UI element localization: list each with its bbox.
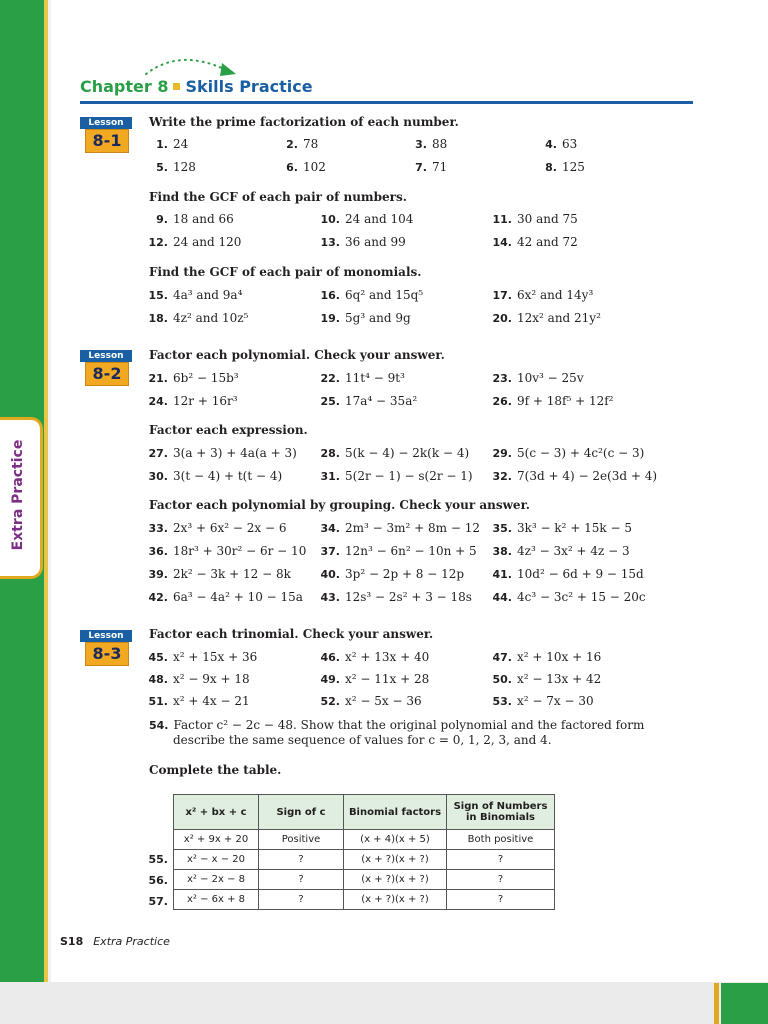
problem-text: Factor c² − 2c − 48. Show that the original polynomial and the factored form [173, 718, 645, 732]
problem [318, 694, 422, 708]
table-row [174, 830, 555, 850]
problem-number: 36. [148, 545, 168, 558]
table-header: Sign of c [259, 795, 344, 830]
problem-text: x² − 5x − 36 [345, 694, 422, 708]
left-white-stripe [48, 0, 51, 982]
problem-text: 5g³ and 9g [345, 311, 411, 325]
problem [490, 469, 657, 483]
problem [146, 694, 250, 708]
problem-text: 63 [562, 137, 578, 151]
lesson-number: 8-1 [85, 129, 129, 153]
lesson-label: Lesson [80, 350, 132, 362]
problem-number: 47. [492, 651, 512, 664]
problem [318, 469, 473, 483]
problem-number: 2. [286, 138, 298, 151]
problem-54-line1 [149, 718, 644, 733]
problem [490, 288, 593, 302]
problem [490, 694, 594, 708]
problem [318, 521, 480, 535]
problem-text: 24 and 104 [345, 212, 414, 226]
table-cell: x² − 6x + 8 [174, 890, 259, 910]
problem-number: 20. [492, 312, 512, 325]
problem-text: 18r³ + 30r² − 6r − 10 [173, 544, 307, 558]
problem [146, 212, 234, 226]
problem [146, 590, 303, 604]
problem-number: 13. [320, 236, 340, 249]
problem [490, 544, 630, 558]
problem [318, 311, 411, 325]
problem-text: 125 [562, 160, 585, 174]
problem-text: 12x² and 21y² [517, 311, 601, 325]
problem-number: 7. [415, 161, 427, 174]
problem-number: 28. [320, 447, 340, 460]
problem-text: 4z³ − 3x² + 4z − 3 [517, 544, 630, 558]
problem [318, 672, 429, 686]
problem-number: 22. [320, 372, 340, 385]
table-row [174, 850, 555, 870]
problem [146, 544, 306, 558]
problem [490, 650, 601, 664]
problem-text: 2k² − 3k + 12 − 8k [173, 567, 291, 581]
problem-number: 32. [492, 470, 512, 483]
table-header: x² + bx + c [174, 795, 259, 830]
problem-text: x² + 15x + 36 [173, 650, 258, 664]
problem [490, 371, 584, 385]
problem [490, 446, 644, 460]
title-rule [80, 101, 693, 104]
table-cell: ? [447, 890, 555, 910]
problem [276, 137, 318, 151]
instruction: Find the GCF of each pair of numbers. [149, 190, 407, 204]
problem [490, 521, 632, 535]
table-row-number: 55. [148, 853, 168, 866]
lesson-label: Lesson [80, 630, 132, 642]
problem-text: 5(c − 3) + 4c²(c − 3) [517, 446, 645, 460]
table-cell: (x + ?)(x + ?) [344, 850, 447, 870]
problem-number: 8. [545, 161, 557, 174]
problem-54-line2: describe the same sequence of values for c = 0, 1, 2, 3, and 4. [173, 733, 552, 747]
problem-number: 26. [492, 395, 512, 408]
problem-number: 24. [148, 395, 168, 408]
problem-54 [149, 718, 644, 748]
problem [490, 672, 601, 686]
problem-text: 3k³ − k² + 15k − 5 [517, 521, 633, 535]
problem-text: 71 [432, 160, 448, 174]
table-cell: ? [447, 850, 555, 870]
problem-number: 51. [148, 695, 168, 708]
problem-text: x² − 11x + 28 [345, 672, 430, 686]
problem [146, 235, 241, 249]
problem-number: 48. [148, 673, 168, 686]
lesson-label: Lesson [80, 117, 132, 129]
problem-number: 49. [320, 673, 340, 686]
table-cell: x² − 2x − 8 [174, 870, 259, 890]
problem [146, 650, 257, 664]
problem-text: 24 [173, 137, 189, 151]
problem [146, 394, 238, 408]
problem [318, 235, 406, 249]
problem-number: 39. [148, 568, 168, 581]
side-tab-label: Extra Practice [10, 439, 26, 551]
problem [318, 567, 464, 581]
problem-text: x² + 13x + 40 [345, 650, 430, 664]
problem [535, 160, 585, 174]
problem-text: 6q² and 15q⁵ [345, 288, 424, 302]
page-number: S18 [60, 935, 84, 948]
instruction: Write the prime factorization of each number. [149, 115, 459, 129]
table-cell: ? [259, 850, 344, 870]
problem [490, 311, 601, 325]
problem-text: x² − 7x − 30 [517, 694, 594, 708]
problem-text: 4c³ − 3c² + 15 − 20c [517, 590, 646, 604]
problem-number: 27. [148, 447, 168, 460]
problem-text: 2x³ + 6x² − 2x − 6 [173, 521, 287, 535]
table-cell: (x + ?)(x + ?) [344, 890, 447, 910]
problem-text: 6a³ − 4a² + 10 − 15a [173, 590, 303, 604]
problem-text: 9f + 18f⁵ + 12f² [517, 394, 614, 408]
problem-number: 35. [492, 522, 512, 535]
lesson-number: 8-3 [85, 642, 129, 666]
problem-number: 43. [320, 591, 340, 604]
problem-number: 23. [492, 372, 512, 385]
problem-number: 29. [492, 447, 512, 460]
problem-text: 12n³ − 6n² − 10n + 5 [345, 544, 477, 558]
problem [146, 446, 297, 460]
problem-number: 54. [149, 719, 169, 732]
problem-number: 45. [148, 651, 168, 664]
problem-number: 19. [320, 312, 340, 325]
problem-number: 14. [492, 236, 512, 249]
problem-number: 5. [156, 161, 168, 174]
problem [318, 544, 477, 558]
problem-text: 12s³ − 2s² + 3 − 18s [345, 590, 472, 604]
problem-text: 6x² and 14y³ [517, 288, 594, 302]
problem-text: 7(3d + 4) − 2e(3d + 4) [517, 469, 658, 483]
table-row-number: 57. [148, 895, 168, 908]
problem-text: 24 and 120 [173, 235, 242, 249]
problem-number: 41. [492, 568, 512, 581]
table-header: Sign of Numbers in Binomials [447, 795, 555, 830]
problem-number: 6. [286, 161, 298, 174]
section-name: Skills Practice [185, 77, 313, 96]
problem-number: 33. [148, 522, 168, 535]
lesson-badge-8-3 [80, 630, 132, 666]
problem [318, 446, 469, 460]
problem-text: 78 [303, 137, 319, 151]
problem-number: 15. [148, 289, 168, 302]
problem-number: 30. [148, 470, 168, 483]
problem-number: 40. [320, 568, 340, 581]
problem [146, 469, 282, 483]
problem-number: 21. [148, 372, 168, 385]
problem-number: 31. [320, 470, 340, 483]
table-row-number: 56. [148, 874, 168, 887]
problem-text: 17a⁴ − 35a² [345, 394, 418, 408]
problem [146, 137, 188, 151]
problem-text: 102 [303, 160, 326, 174]
problem-number: 18. [148, 312, 168, 325]
problem-number: 50. [492, 673, 512, 686]
problem-number: 1. [156, 138, 168, 151]
problem [318, 590, 472, 604]
problem [405, 160, 447, 174]
problem-text: 18 and 66 [173, 212, 234, 226]
problem [490, 394, 614, 408]
problem [490, 212, 578, 226]
corner-green-block [721, 983, 768, 1024]
problem-number: 42. [148, 591, 168, 604]
problem-text: 3(t − 4) + t(t − 4) [173, 469, 283, 483]
problem-text: x² − 13x + 42 [517, 672, 602, 686]
problem-text: 10d² − 6d + 9 − 15d [517, 567, 644, 581]
problem-number: 52. [320, 695, 340, 708]
problem-number: 17. [492, 289, 512, 302]
instruction: Factor each polynomial. Check your answer. [149, 348, 445, 362]
lesson-badge-8-2 [80, 350, 132, 386]
problem [318, 650, 429, 664]
table-cell: x² + 9x + 20 [174, 830, 259, 850]
problem-number: 9. [156, 213, 168, 226]
title-separator [173, 83, 180, 90]
table-cell: (x + 4)(x + 5) [344, 830, 447, 850]
problem-number: 34. [320, 522, 340, 535]
problem-text: 3(a + 3) + 4a(a + 3) [173, 446, 297, 460]
instruction: Factor each trinomial. Check your answer. [149, 627, 434, 641]
lesson-badge-8-1 [80, 117, 132, 153]
table-cell: (x + ?)(x + ?) [344, 870, 447, 890]
lesson-number: 8-2 [85, 362, 129, 386]
problem [318, 371, 405, 385]
problem-text: 88 [432, 137, 448, 151]
problem [276, 160, 326, 174]
problem-text: x² + 10x + 16 [517, 650, 602, 664]
problem-text: x² − 9x + 18 [173, 672, 250, 686]
problem-text: 36 and 99 [345, 235, 406, 249]
problem-text: 2m³ − 3m² + 8m − 12 [345, 521, 480, 535]
table-cell: ? [259, 890, 344, 910]
problem [146, 311, 248, 325]
table-row [174, 870, 555, 890]
problem [146, 567, 291, 581]
problem-text: 30 and 75 [517, 212, 578, 226]
problem [146, 521, 287, 535]
table-cell: x² − x − 20 [174, 850, 259, 870]
problem-text: 42 and 72 [517, 235, 578, 249]
problem-number: 46. [320, 651, 340, 664]
problem-number: 53. [492, 695, 512, 708]
problem [318, 288, 423, 302]
problem-text: 4z² and 10z⁵ [173, 311, 249, 325]
table-header: Binomial factors [344, 795, 447, 830]
chapter-title [80, 77, 313, 96]
problem-text: 4a³ and 9a⁴ [173, 288, 243, 302]
problem-number: 11. [492, 213, 512, 226]
problem-number: 4. [545, 138, 557, 151]
problem [490, 567, 644, 581]
instruction: Complete the table. [149, 763, 282, 777]
problem-text: 10v³ − 25v [517, 371, 584, 385]
problem-text: 5(2r − 1) − s(2r − 1) [345, 469, 473, 483]
problem-text: 128 [173, 160, 196, 174]
table-header-row [174, 795, 555, 830]
corner-gold-stripe [714, 983, 719, 1024]
page-footer [60, 935, 170, 948]
instruction: Factor each expression. [149, 423, 308, 437]
problem-number: 37. [320, 545, 340, 558]
table-cell: ? [447, 870, 555, 890]
problem [490, 590, 646, 604]
problem-text: 12r + 16r³ [173, 394, 238, 408]
problem-number: 10. [320, 213, 340, 226]
problem [318, 212, 413, 226]
problem-text: 3p² − 2p + 8 − 12p [345, 567, 465, 581]
problem [146, 371, 239, 385]
table-cell: Both positive [447, 830, 555, 850]
instruction: Find the GCF of each pair of monomials. [149, 265, 422, 279]
problem-text: 11t⁴ − 9t³ [345, 371, 405, 385]
problem-text: 5(k − 4) − 2k(k − 4) [345, 446, 470, 460]
problem [146, 160, 196, 174]
problem-number: 16. [320, 289, 340, 302]
problem-text: 6b² − 15b³ [173, 371, 239, 385]
table-row [174, 890, 555, 910]
problem-number: 44. [492, 591, 512, 604]
chapter-number: Chapter 8 [80, 77, 169, 96]
page-bottom-margin [0, 982, 768, 1024]
problem-text: x² + 4x − 21 [173, 694, 250, 708]
problem-number: 38. [492, 545, 512, 558]
footer-title: Extra Practice [93, 935, 170, 948]
problem-number: 12. [148, 236, 168, 249]
problem-number: 25. [320, 395, 340, 408]
problem [318, 394, 417, 408]
problem [490, 235, 578, 249]
table-cell: ? [259, 870, 344, 890]
problem-number: 3. [415, 138, 427, 151]
problem [535, 137, 577, 151]
instruction: Factor each polynomial by grouping. Check your answer. [149, 498, 530, 512]
factoring-table [173, 794, 555, 910]
problem [146, 288, 242, 302]
problem [146, 672, 250, 686]
table-cell: Positive [259, 830, 344, 850]
problem [405, 137, 447, 151]
